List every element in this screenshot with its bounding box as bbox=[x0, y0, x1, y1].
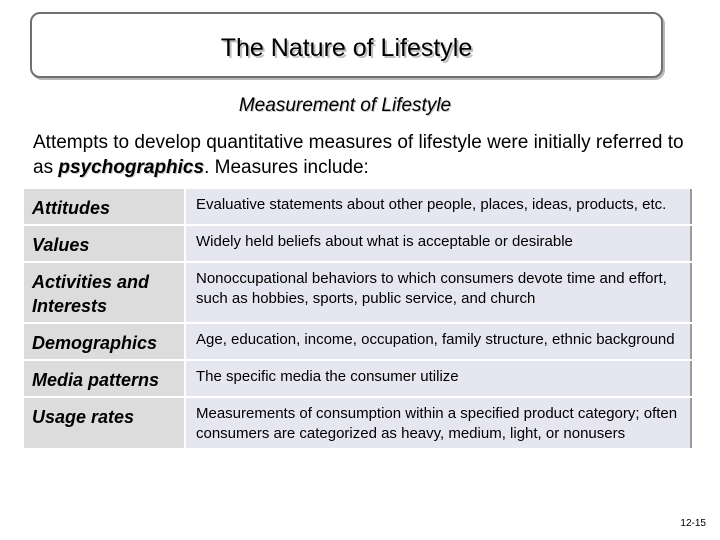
measures-table bbox=[24, 189, 692, 448]
measure-description: Age, education, income, occupation, family structure, ethnic background bbox=[184, 324, 692, 359]
measure-term: Media patterns bbox=[32, 370, 160, 390]
slide-subtitle: Measurement of Lifestyle bbox=[238, 95, 452, 116]
measure-description: Nonoccupational behaviors to which consumers devote time and effort, such as hobbies, sports, public service, and church bbox=[184, 263, 692, 322]
measure-description: Measurements of consumption within a specified product category; often consumers are categorized as heavy, medium, light, or nonusers bbox=[184, 398, 692, 448]
measure-row-attitudes bbox=[24, 189, 692, 226]
measure-row-demographics bbox=[24, 324, 692, 361]
measure-term: Demographics bbox=[32, 333, 158, 353]
title-box bbox=[30, 12, 663, 78]
intro-paragraph bbox=[33, 130, 703, 180]
intro-term-psychographics: psychographics bbox=[58, 157, 205, 178]
measure-term: Activities and Interests bbox=[32, 272, 150, 316]
measure-row-activities-interests bbox=[24, 263, 692, 324]
measure-term: Values bbox=[32, 235, 90, 255]
measure-row-usage-rates bbox=[24, 398, 692, 448]
measure-description: Evaluative statements about other people, places, ideas, products, etc. bbox=[184, 189, 692, 224]
measure-term: Attitudes bbox=[32, 198, 110, 218]
slide-title: The Nature of Lifestyle bbox=[220, 34, 473, 62]
intro-text-after: . Measures include: bbox=[204, 157, 369, 178]
measure-description: The specific media the consumer utilize bbox=[184, 361, 692, 396]
measure-term: Usage rates bbox=[32, 407, 135, 427]
intro-text-before: Attempts to develop quantitative measures of lifestyle were initially referred to as bbox=[33, 132, 684, 178]
page-number: 12-15 bbox=[680, 518, 706, 529]
measure-description: Widely held beliefs about what is acceptable or desirable bbox=[184, 226, 692, 261]
measure-row-media-patterns bbox=[24, 361, 692, 398]
measure-row-values bbox=[24, 226, 692, 263]
